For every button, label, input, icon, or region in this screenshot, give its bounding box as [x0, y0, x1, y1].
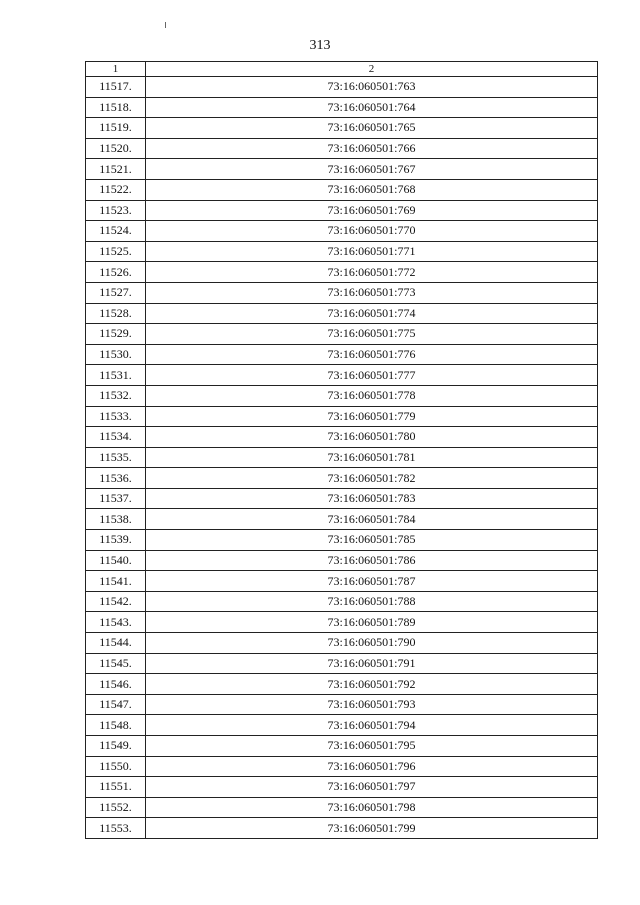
cadastral-number-cell: 73:16:060501:793: [146, 694, 598, 715]
cadastral-number-cell: 73:16:060501:765: [146, 118, 598, 139]
cadastral-number-cell: 73:16:060501:781: [146, 447, 598, 468]
cadastral-number-cell: 73:16:060501:786: [146, 550, 598, 571]
row-number-cell: 11519.: [86, 118, 146, 139]
row-number-cell: 11539.: [86, 530, 146, 551]
row-number-cell: 11531.: [86, 365, 146, 386]
row-number-cell: 11544.: [86, 633, 146, 654]
table-row: [86, 777, 598, 798]
cadastral-number-cell: 73:16:060501:777: [146, 365, 598, 386]
row-number-cell: 11521.: [86, 159, 146, 180]
table-header-row: [86, 62, 598, 77]
row-number-cell: 11549.: [86, 736, 146, 757]
table-row: [86, 77, 598, 98]
cadastral-number-cell: 73:16:060501:796: [146, 756, 598, 777]
cadastral-number-cell: 73:16:060501:774: [146, 303, 598, 324]
table-row: [86, 633, 598, 654]
cadastral-number-cell: 73:16:060501:780: [146, 427, 598, 448]
cadastral-number-cell: 73:16:060501:778: [146, 385, 598, 406]
row-number-cell: 11545.: [86, 653, 146, 674]
table-row: [86, 447, 598, 468]
row-number-cell: 11551.: [86, 777, 146, 798]
cadastral-number-cell: 73:16:060501:797: [146, 777, 598, 798]
table-row: [86, 736, 598, 757]
cadastral-number-cell: 73:16:060501:763: [146, 77, 598, 98]
row-number-cell: 11548.: [86, 715, 146, 736]
row-number-cell: 11523.: [86, 200, 146, 221]
table-row: [86, 324, 598, 345]
cadastral-number-cell: 73:16:060501:783: [146, 488, 598, 509]
scan-mark: [165, 22, 166, 28]
row-number-cell: 11546.: [86, 674, 146, 695]
row-number-cell: 11537.: [86, 488, 146, 509]
table-row: [86, 715, 598, 736]
cadastral-number-cell: 73:16:060501:788: [146, 591, 598, 612]
row-number-cell: 11527.: [86, 282, 146, 303]
row-number-cell: 11553.: [86, 818, 146, 839]
cadastral-number-cell: 73:16:060501:785: [146, 530, 598, 551]
row-number-cell: 11535.: [86, 447, 146, 468]
cadastral-number-cell: 73:16:060501:766: [146, 138, 598, 159]
row-number-cell: 11550.: [86, 756, 146, 777]
table-row: [86, 179, 598, 200]
table-row: [86, 97, 598, 118]
table-row: [86, 200, 598, 221]
row-number-cell: 11552.: [86, 797, 146, 818]
row-number-cell: 11525.: [86, 241, 146, 262]
row-number-cell: 11540.: [86, 550, 146, 571]
table-row: [86, 488, 598, 509]
cadastral-number-cell: 73:16:060501:771: [146, 241, 598, 262]
row-number-cell: 11517.: [86, 77, 146, 98]
table-row: [86, 509, 598, 530]
table-row: [86, 303, 598, 324]
table-row: [86, 406, 598, 427]
cadastral-number-cell: 73:16:060501:776: [146, 344, 598, 365]
table-row: [86, 282, 598, 303]
row-number-cell: 11547.: [86, 694, 146, 715]
cadastral-number-cell: 73:16:060501:782: [146, 468, 598, 489]
cadastral-number-cell: 73:16:060501:767: [146, 159, 598, 180]
row-number-cell: 11536.: [86, 468, 146, 489]
row-number-cell: 11520.: [86, 138, 146, 159]
cadastral-number-cell: 73:16:060501:792: [146, 674, 598, 695]
row-number-cell: 11530.: [86, 344, 146, 365]
table-row: [86, 756, 598, 777]
row-number-cell: 11532.: [86, 385, 146, 406]
row-number-cell: 11538.: [86, 509, 146, 530]
column-header-2: 2: [146, 62, 598, 77]
table-row: [86, 694, 598, 715]
row-number-cell: 11534.: [86, 427, 146, 448]
cadastral-number-cell: 73:16:060501:779: [146, 406, 598, 427]
table-row: [86, 241, 598, 262]
cadastral-number-cell: 73:16:060501:791: [146, 653, 598, 674]
row-number-cell: 11522.: [86, 179, 146, 200]
row-number-cell: 11528.: [86, 303, 146, 324]
cadastral-number-cell: 73:16:060501:790: [146, 633, 598, 654]
table-row: [86, 365, 598, 386]
row-number-cell: 11533.: [86, 406, 146, 427]
row-number-cell: 11542.: [86, 591, 146, 612]
cadastral-number-cell: 73:16:060501:795: [146, 736, 598, 757]
cadastral-number-cell: 73:16:060501:789: [146, 612, 598, 633]
table-row: [86, 818, 598, 839]
table-row: [86, 385, 598, 406]
column-header-1: 1: [86, 62, 146, 77]
cadastral-number-cell: 73:16:060501:773: [146, 282, 598, 303]
table-row: [86, 591, 598, 612]
row-number-cell: 11518.: [86, 97, 146, 118]
row-number-cell: 11526.: [86, 262, 146, 283]
row-number-cell: 11529.: [86, 324, 146, 345]
table-row: [86, 138, 598, 159]
row-number-cell: 11541.: [86, 571, 146, 592]
table-row: [86, 530, 598, 551]
row-number-cell: 11524.: [86, 221, 146, 242]
table-row: [86, 427, 598, 448]
cadastral-number-cell: 73:16:060501:768: [146, 179, 598, 200]
cadastral-number-cell: 73:16:060501:787: [146, 571, 598, 592]
table-row: [86, 159, 598, 180]
table-row: [86, 571, 598, 592]
table-row: [86, 797, 598, 818]
cadastral-number-cell: 73:16:060501:764: [146, 97, 598, 118]
cadastral-number-cell: 73:16:060501:784: [146, 509, 598, 530]
cadastral-number-cell: 73:16:060501:772: [146, 262, 598, 283]
cadastral-table: [85, 61, 598, 839]
table-row: [86, 118, 598, 139]
table-row: [86, 674, 598, 695]
cadastral-number-cell: 73:16:060501:794: [146, 715, 598, 736]
cadastral-number-cell: 73:16:060501:799: [146, 818, 598, 839]
table-row: [86, 612, 598, 633]
cadastral-number-cell: 73:16:060501:770: [146, 221, 598, 242]
table-row: [86, 653, 598, 674]
cadastral-number-cell: 73:16:060501:769: [146, 200, 598, 221]
table-row: [86, 221, 598, 242]
table-row: [86, 262, 598, 283]
cadastral-number-cell: 73:16:060501:775: [146, 324, 598, 345]
table-row: [86, 344, 598, 365]
table-row: [86, 468, 598, 489]
table-row: [86, 550, 598, 571]
page-number: 313: [309, 38, 331, 53]
cadastral-number-cell: 73:16:060501:798: [146, 797, 598, 818]
row-number-cell: 11543.: [86, 612, 146, 633]
